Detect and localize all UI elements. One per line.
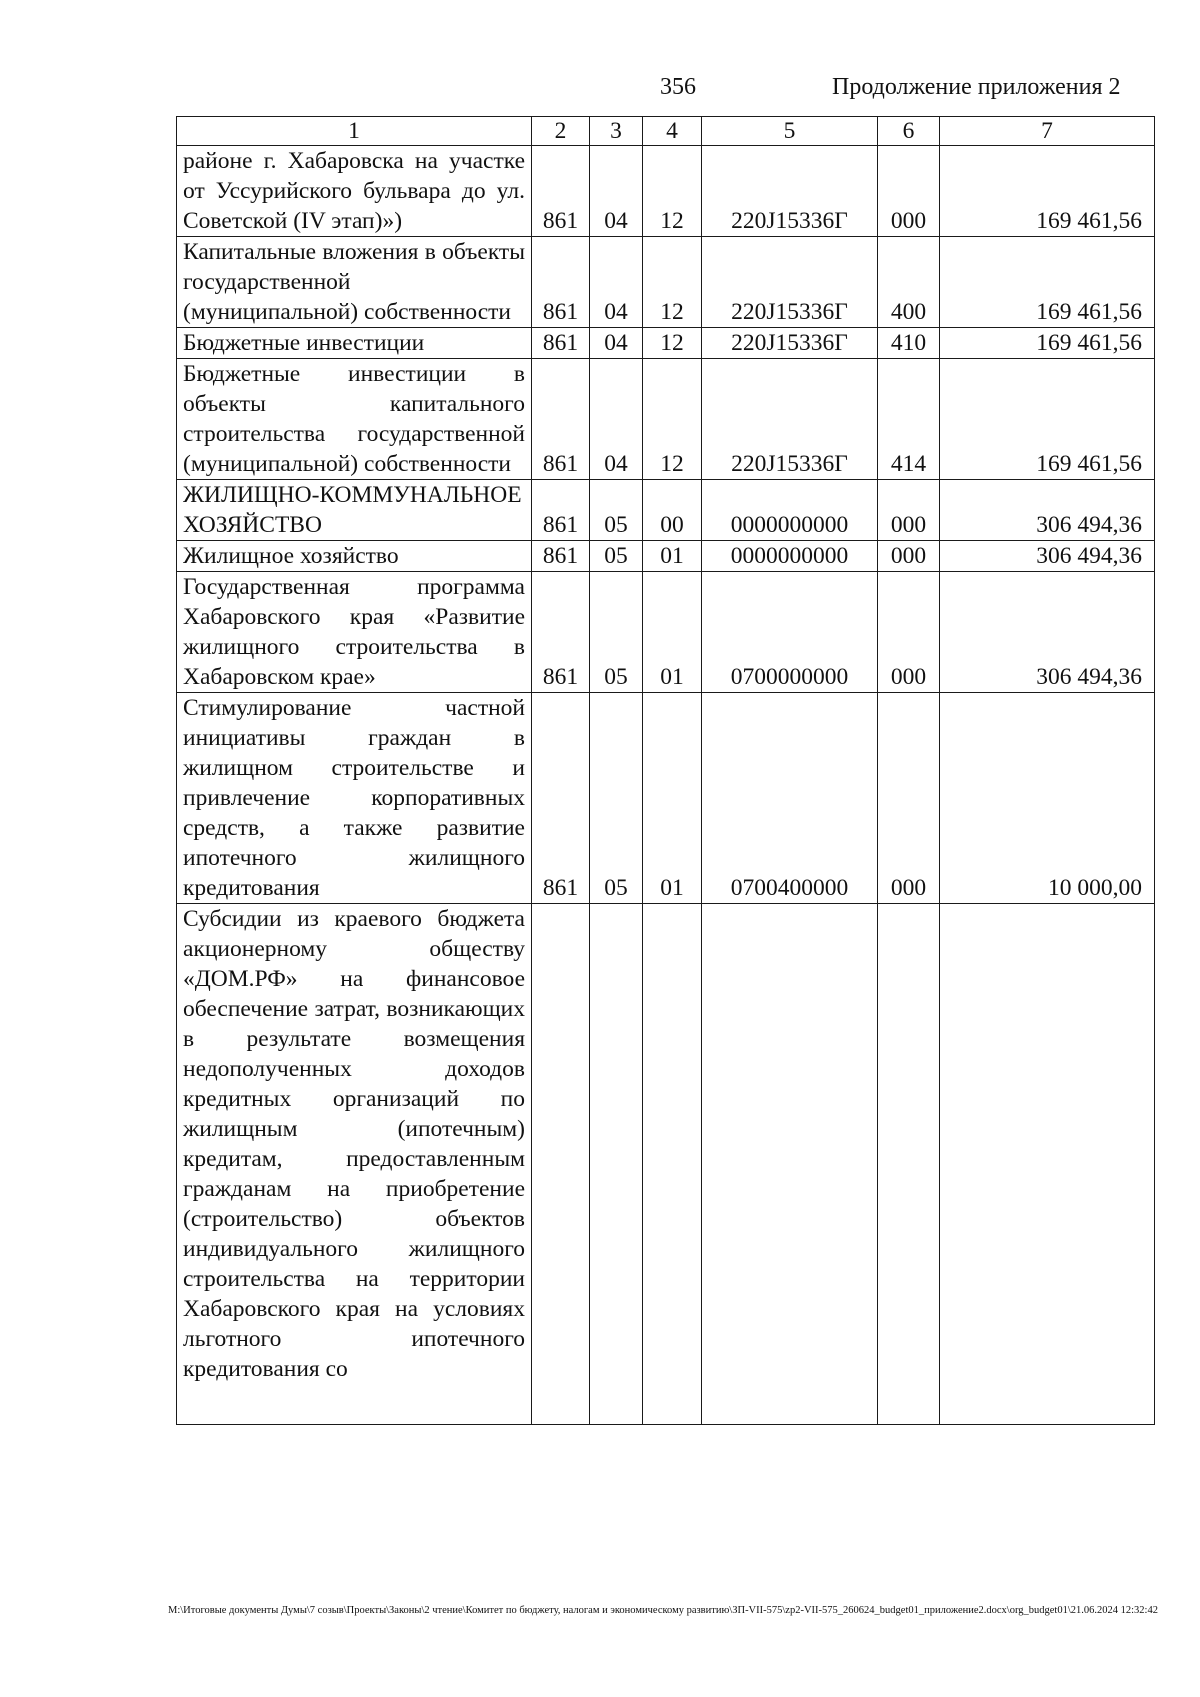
row-value-cell: 000 (878, 146, 940, 237)
row-value-cell (590, 904, 643, 1425)
row-value-cell: 01 (643, 693, 702, 904)
row-value-cell: 10 000,00 (940, 693, 1155, 904)
row-name-cell: Государственная программа Хабаровского края «Развитие жилищного строительства в Хабаровском крае» (177, 572, 532, 693)
row-value-cell: 220J15336Г (702, 359, 878, 480)
row-value-cell: 220J15336Г (702, 237, 878, 328)
table-row (177, 904, 1155, 1425)
row-value-cell: 861 (532, 480, 590, 541)
row-value-cell: 861 (532, 572, 590, 693)
row-value-cell: 12 (643, 359, 702, 480)
row-value-cell: 414 (878, 359, 940, 480)
row-value-cell: 861 (532, 359, 590, 480)
row-name-cell: Капитальные вложения в объекты государственной (муниципальной) собственности (177, 237, 532, 328)
row-value-cell: 000 (878, 572, 940, 693)
row-name-cell: ЖИЛИЩНО-КОММУНАЛЬНОЕ ХОЗЯЙСТВО (177, 480, 532, 541)
row-value-cell: 04 (590, 146, 643, 237)
row-value-cell: 220J15336Г (702, 328, 878, 359)
row-value-cell: 169 461,56 (940, 359, 1155, 480)
row-name-cell: Субсидии из краевого бюджета акционерному обществу «ДОМ.РФ» на финансовое обеспечение затрат, возникающих в результате возмещения недополученных доходов кредитных организаций по жилищным (ипотечным) кредитам, предоставленным гражданам на приобретение (строительство) объектов индивидуального жилищного строительства на территории Хабаровского края на условиях льготного ипотечного кредитования со (177, 904, 532, 1425)
row-value-cell: 169 461,56 (940, 237, 1155, 328)
row-value-cell: 000 (878, 541, 940, 572)
row-value-cell (532, 904, 590, 1425)
row-value-cell: 000 (878, 693, 940, 904)
row-value-cell: 861 (532, 693, 590, 904)
row-value-cell: 0700400000 (702, 693, 878, 904)
row-value-cell: 05 (590, 572, 643, 693)
table-row (177, 146, 1155, 237)
row-value-cell: 12 (643, 328, 702, 359)
row-value-cell: 861 (532, 541, 590, 572)
row-value-cell: 169 461,56 (940, 146, 1155, 237)
table-header-row (177, 117, 1155, 146)
row-value-cell: 000 (878, 480, 940, 541)
row-name-cell: Жилищное хозяйство (177, 541, 532, 572)
row-name-cell: Бюджетные инвестиции в объекты капитального строительства государственной (муниципальной) собственности (177, 359, 532, 480)
table-row (177, 237, 1155, 328)
row-name-cell: Стимулирование частной инициативы граждан в жилищном строительстве и привлечение корпоративных средств, а также развитие ипотечного жилищного кредитования (177, 693, 532, 904)
column-header: 2 (532, 117, 590, 146)
footer-file-path: M:\Итоговые документы Думы\7 созыв\Проекты\Законы\2 чтение\Комитет по бюджету, налогам и экономическому развитию\ЗП-VII-575\zp2-VII-575_260624_budget01_приложение2.docx\org_budget01\21.06.2024 12:32:42 (168, 1605, 1158, 1616)
row-value-cell: 861 (532, 328, 590, 359)
row-value-cell: 306 494,36 (940, 572, 1155, 693)
row-value-cell: 05 (590, 541, 643, 572)
row-value-cell: 04 (590, 359, 643, 480)
column-header: 5 (702, 117, 878, 146)
row-value-cell: 05 (590, 480, 643, 541)
row-value-cell: 00 (643, 480, 702, 541)
row-name-cell: районе г. Хабаровска на участке от Уссурийского бульвара до ул. Советской (IV этап)») (177, 146, 532, 237)
table-row (177, 541, 1155, 572)
row-value-cell: 01 (643, 541, 702, 572)
column-header: 7 (940, 117, 1155, 146)
row-value-cell (878, 904, 940, 1425)
row-value-cell: 306 494,36 (940, 480, 1155, 541)
column-header: 6 (878, 117, 940, 146)
row-value-cell: 169 461,56 (940, 328, 1155, 359)
row-value-cell: 410 (878, 328, 940, 359)
row-value-cell: 0700000000 (702, 572, 878, 693)
row-name-cell: Бюджетные инвестиции (177, 328, 532, 359)
row-value-cell (643, 904, 702, 1425)
row-value-cell: 01 (643, 572, 702, 693)
table-row (177, 572, 1155, 693)
row-value-cell: 12 (643, 146, 702, 237)
row-value-cell: 861 (532, 146, 590, 237)
row-value-cell (702, 904, 878, 1425)
row-value-cell: 306 494,36 (940, 541, 1155, 572)
column-header: 3 (590, 117, 643, 146)
table-row (177, 480, 1155, 541)
row-value-cell: 0000000000 (702, 480, 878, 541)
row-value-cell: 400 (878, 237, 940, 328)
table-row (177, 359, 1155, 480)
table-row (177, 328, 1155, 359)
row-value-cell: 04 (590, 328, 643, 359)
row-value-cell (940, 904, 1155, 1425)
row-value-cell: 04 (590, 237, 643, 328)
row-value-cell: 220J15336Г (702, 146, 878, 237)
continuation-caption: Продолжение приложения 2 (832, 74, 1121, 100)
row-value-cell: 12 (643, 237, 702, 328)
page-number: 356 (660, 74, 696, 100)
row-value-cell: 0000000000 (702, 541, 878, 572)
row-value-cell: 861 (532, 237, 590, 328)
column-header: 1 (177, 117, 532, 146)
table-row (177, 693, 1155, 904)
row-value-cell: 05 (590, 693, 643, 904)
column-header: 4 (643, 117, 702, 146)
budget-table (176, 116, 1155, 1425)
